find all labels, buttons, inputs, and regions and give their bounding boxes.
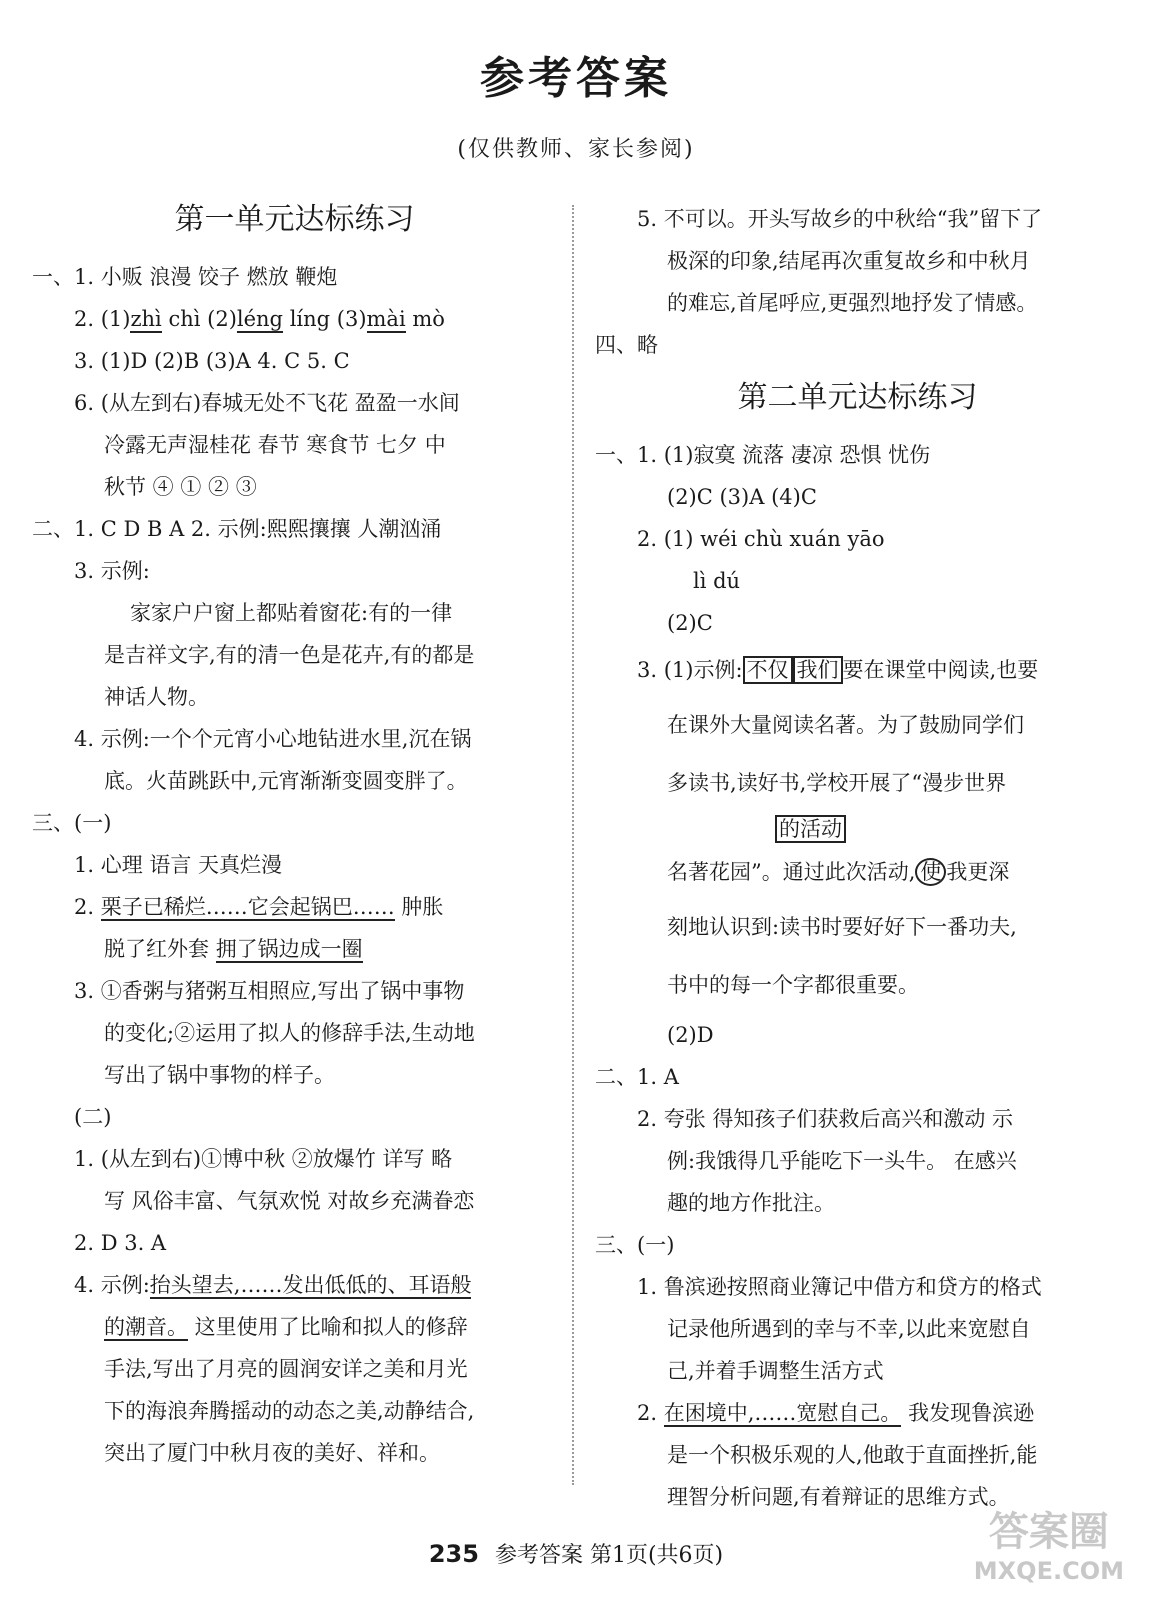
answer-line: 二、1. A	[595, 1065, 679, 1089]
watermark-logo	[974, 1500, 1124, 1585]
left-column	[32, 198, 557, 1474]
answer-text: 脱了红外套	[104, 937, 216, 961]
answer-line: 1. (从左到右)①博中秋 ②放爆竹 详写 略	[74, 1147, 453, 1171]
page-subtitle: (仅供教师、家长参阅)	[457, 137, 695, 162]
answer-text: 这里使用了比喻和拟人的修辞	[188, 1315, 468, 1339]
section-title-unit-1: 第一单元达标练习	[174, 202, 415, 237]
answer-line: 多读书,读好书,学校开展了“漫步世界	[667, 771, 1007, 795]
answer-line: 5. 不可以。开头写故乡的中秋给“我”留下了	[637, 207, 1043, 231]
answer-text: 4. 示例:	[74, 1273, 150, 1297]
answer-line: 的变化;②运用了拟人的修辞手法,生动地	[104, 1021, 475, 1045]
answer-line: 一、1. (1)寂寞 流落 凄凉 恐惧 忧伤	[595, 443, 931, 467]
answer-text: mò	[405, 307, 445, 331]
page-title: 参考答案	[480, 53, 672, 104]
answer-line: 2. D 3. A	[74, 1231, 167, 1255]
answer-line: 二、1. C D B A 2. 示例:熙熙攘攘 人潮汹涌	[32, 517, 442, 541]
answer-line	[32, 886, 557, 928]
section-title-unit-2: 第二单元达标练习	[737, 380, 978, 415]
underlined-text: 拥了锅边成一圈	[215, 937, 363, 961]
answer-line: 1. 鲁滨逊按照商业簿记中借方和贷方的格式	[637, 1275, 1042, 1299]
answer-text: 我更深	[946, 860, 1010, 884]
inserted-text-box: 的活动	[775, 815, 846, 843]
page-number: 235	[428, 1540, 479, 1568]
boxed-text: 不仅	[743, 656, 793, 684]
answer-line: lì dú	[693, 569, 741, 593]
answer-line: 三、(一)	[595, 1233, 675, 1257]
right-column	[595, 198, 1120, 1518]
answer-line: 在课外大量阅读名著。为了鼓励同学们	[667, 713, 1024, 737]
answer-line: 秋节 ④ ① ② ③	[104, 475, 257, 499]
answer-line: 刻地认识到:读书时要好好下一番功夫,	[667, 915, 1017, 939]
answer-line	[32, 928, 557, 970]
answer-line: 1. 心理 语言 天真烂漫	[74, 853, 283, 877]
footer-text: 参考答案 第1页(共6页)	[494, 1543, 724, 1568]
answer-text: 肿胀	[394, 895, 444, 919]
answer-text: 2.	[74, 895, 101, 919]
answer-line: 家家户户窗上都贴着窗花:有的一律	[130, 601, 453, 625]
answer-line	[595, 644, 1120, 696]
answer-line: 下的海浪奔腾摇动的动态之美,动静结合,	[104, 1399, 475, 1423]
answer-line: 例:我饿得几乎能吃下一头牛。 在感兴	[667, 1149, 1017, 1173]
answer-line: (2)D	[667, 1023, 714, 1047]
answer-line: 理智分析问题,有着辩证的思维方式。	[667, 1485, 1010, 1509]
answer-line: 书中的每一个字都很重要。	[667, 973, 919, 997]
answer-line: 写出了锅中事物的样子。	[104, 1063, 335, 1087]
boxed-text: 我们	[793, 656, 843, 684]
answer-text: 3. (1)示例:	[637, 658, 743, 682]
answer-line: 趣的地方作批注。	[667, 1191, 835, 1215]
underlined-text: 抬头望去,……发出低低的、耳语般	[149, 1273, 472, 1297]
underlined-pinyin: zhì	[130, 307, 162, 331]
answer-line: 是一个积极乐观的人,他敢于直面挫折,能	[667, 1443, 1038, 1467]
watermark-logo-text: 答案圈	[988, 1509, 1109, 1555]
watermark-url: MXQE.COM	[973, 1557, 1124, 1585]
answer-line: 手法,写出了月亮的圆润安详之美和月光	[104, 1357, 468, 1381]
answer-line: 极深的印象,结尾再次重复故乡和中秋月	[667, 249, 1031, 273]
answer-line: 写 风俗丰富、气氛欢悦 对故乡充满眷恋	[104, 1189, 475, 1213]
answer-line	[595, 846, 1120, 898]
answer-line	[32, 1264, 557, 1306]
column-divider	[572, 205, 574, 1485]
answer-line: 3. ①香粥与猪粥互相照应,写出了锅中事物	[74, 979, 465, 1003]
underlined-text: 栗子已稀烂……它会起锅巴……	[100, 895, 395, 919]
answer-line	[32, 298, 557, 340]
circled-character: 使	[915, 858, 946, 886]
answer-line	[595, 1392, 1120, 1434]
answer-line: 记录他所遇到的幸与不幸,以此来宽慰自	[667, 1317, 1031, 1341]
answer-line: 冷露无声湿桂花 春节 寒食节 七夕 中	[104, 433, 446, 457]
answer-line: (2)C	[667, 611, 713, 635]
answer-line: 2. (1) wéi chù xuán yāo	[637, 527, 885, 551]
answer-line: (2)C (3)A (4)C	[667, 485, 817, 509]
answer-text: 我发现鲁滨逊	[901, 1401, 1035, 1425]
answer-line: 是吉祥文字,有的清一色是花卉,有的都是	[104, 643, 475, 667]
underlined-pinyin: mài	[366, 307, 406, 331]
answer-text: 名著花园”。通过此次活动,	[667, 860, 916, 884]
answer-text: 2.	[637, 1401, 664, 1425]
answer-line: 一、1. 小贩 浪漫 饺子 燃放 鞭炮	[32, 265, 338, 289]
answer-text: 2. (1)	[74, 307, 131, 331]
answer-text: chì (2)	[161, 307, 237, 331]
underlined-text: 的潮音。	[104, 1315, 188, 1339]
answer-text: líng (3)	[283, 307, 367, 331]
answer-line: 4. 示例:一个个元宵小心地钻进水里,沉在锅	[74, 727, 472, 751]
answer-line	[32, 1306, 557, 1348]
underlined-pinyin: léng	[236, 307, 284, 331]
answer-text: 要在课堂中阅读,也要	[842, 658, 1039, 682]
answer-line: 2. 夸张 得知孩子们获救后高兴和激动 示	[637, 1107, 1014, 1131]
answer-line: 6. (从左到右)春城无处不飞花 盈盈一水间	[74, 391, 460, 415]
answer-line: 四、略	[595, 333, 658, 357]
answer-line: 底。火苗跳跃中,元宵渐渐变圆变胖了。	[104, 769, 468, 793]
answer-line: 3. (1)D (2)B (3)A 4. C 5. C	[74, 349, 350, 373]
answer-line: 突出了厦门中秋月夜的美好、祥和。	[104, 1441, 440, 1465]
answer-line: 神话人物。	[104, 685, 209, 709]
answer-line: 的难忘,首尾呼应,更强烈地抒发了情感。	[667, 291, 1038, 315]
answer-line: 三、(一)	[32, 811, 112, 835]
underlined-text: 在困境中,……宽慰自己。	[663, 1401, 902, 1425]
answer-line	[595, 812, 1120, 846]
answer-line: 3. 示例:	[74, 559, 150, 583]
answer-line: 己,并着手调整生活方式	[667, 1359, 884, 1383]
answer-line: (二)	[74, 1105, 112, 1129]
